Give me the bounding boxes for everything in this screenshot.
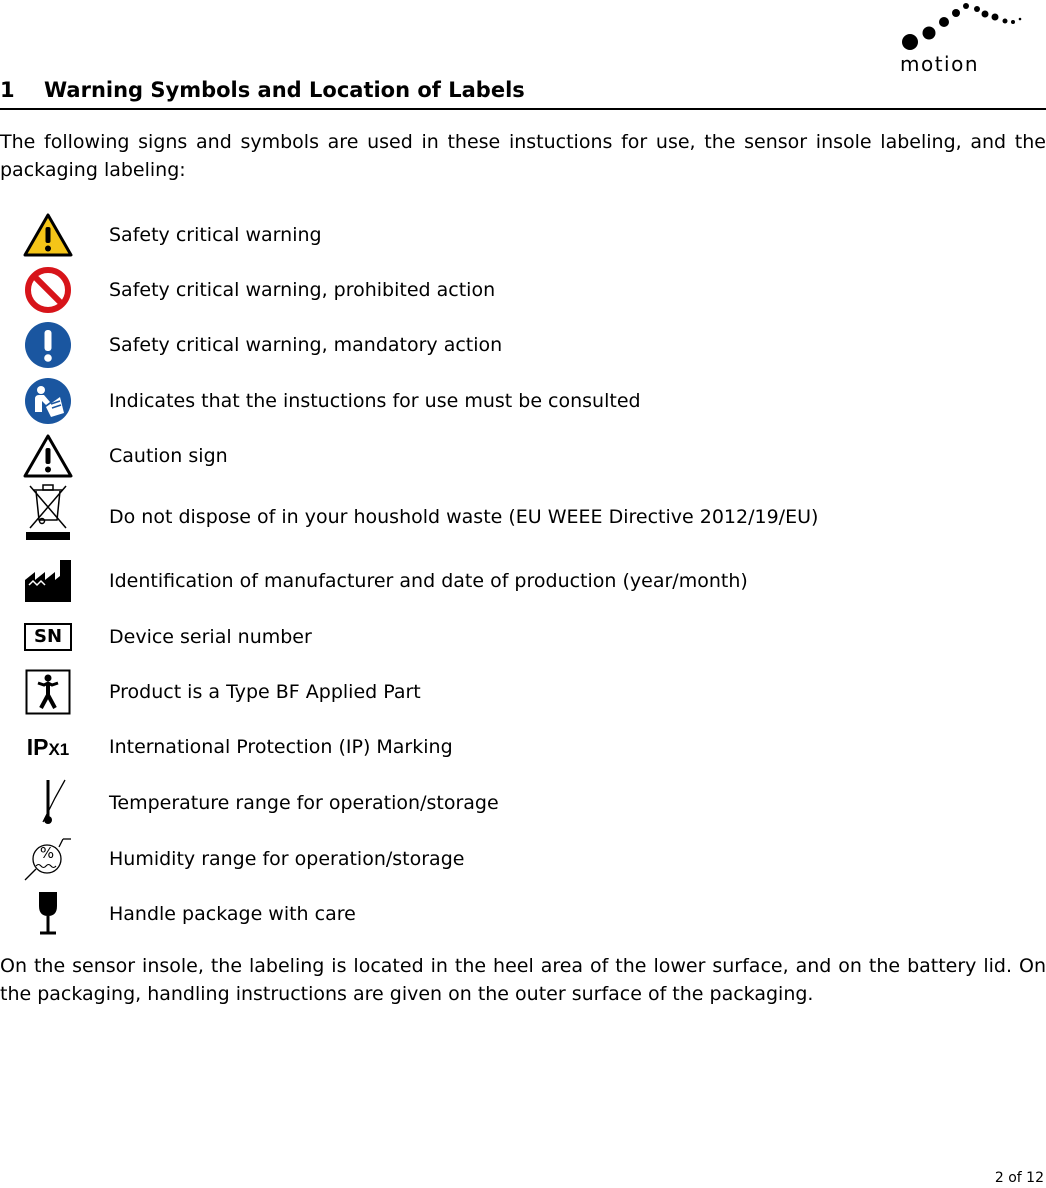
symbol-row (0, 376, 1000, 426)
symbol-row (0, 265, 1000, 315)
humidity-range-icon (22, 834, 74, 884)
symbol-label: International Protection (IP) Marking (109, 736, 453, 758)
prohibited-action-icon (22, 265, 74, 315)
temperature-range-icon (22, 778, 74, 828)
caution-icon (22, 431, 74, 481)
weee-bin-icon (22, 478, 74, 542)
symbol-label: Identification of manufacturer and date of production (year/month) (109, 570, 748, 592)
section-title: Warning Symbols and Location of Labels (44, 78, 525, 102)
symbol-row (0, 210, 1000, 260)
section-heading (0, 78, 1046, 110)
intro-paragraph: The following signs and symbols are used in these instuctions for use, the sensor insole labeling, and the packaging labeling: (0, 131, 1046, 181)
symbol-label: Temperature range for operation/storage (109, 792, 499, 814)
symbol-label: Safety critical warning, mandatory action (109, 334, 503, 356)
serial-number-box: SN (24, 623, 72, 651)
humidity-percent-glyph: % (39, 844, 55, 862)
type-bf-applied-part-icon (22, 667, 74, 717)
symbol-row (0, 834, 1000, 884)
symbol-row (0, 667, 1000, 717)
symbol-row (0, 722, 1000, 772)
symbol-label: Device serial number (109, 626, 312, 648)
fragile-icon (22, 889, 74, 939)
symbol-label: Handle package with care (109, 903, 356, 925)
symbol-label: Do not dispose of in your houshold waste (EU WEEE Directive 2012/19/EU) (109, 506, 819, 528)
mandatory-action-icon (22, 320, 74, 370)
symbol-label: Humidity range for operation/storage (109, 848, 465, 870)
outro-paragraph: On the sensor insole, the labeling is located in the heel area of the lower surface, and on the battery lid. On the packaging, handling instructions are given on the outer surface of the packaging. (0, 955, 1046, 1005)
ip-marking-icon (22, 722, 74, 772)
ip-marking-prefix: IP (26, 733, 49, 760)
page-number: 2 of 12 (994, 1170, 1044, 1186)
manufacturer-icon (22, 556, 74, 606)
symbol-row (0, 556, 1000, 606)
symbol-row (0, 778, 1000, 828)
consult-instructions-icon (22, 376, 74, 426)
symbol-label: Caution sign (109, 445, 228, 467)
symbol-label: Safety critical warning (109, 224, 322, 246)
symbol-label: Safety critical warning, prohibited action (109, 279, 496, 301)
symbol-label: Indicates that the instuctions for use must be consulted (109, 390, 641, 412)
logo-dots-icon (898, 0, 1046, 55)
section-number: 1 (0, 78, 15, 102)
symbol-row (0, 320, 1000, 370)
symbol-label: Product is a Type BF Applied Part (109, 681, 421, 703)
symbol-row (0, 492, 1000, 542)
symbol-row (0, 431, 1000, 481)
ip-marking-code: X1 (48, 739, 70, 759)
serial-number-icon (22, 612, 74, 662)
warning-triangle-icon (22, 210, 74, 260)
logo-wordmark: motion (900, 52, 980, 76)
symbol-row (0, 612, 1000, 662)
symbol-row (0, 889, 1000, 939)
motion-logo (898, 0, 1046, 80)
